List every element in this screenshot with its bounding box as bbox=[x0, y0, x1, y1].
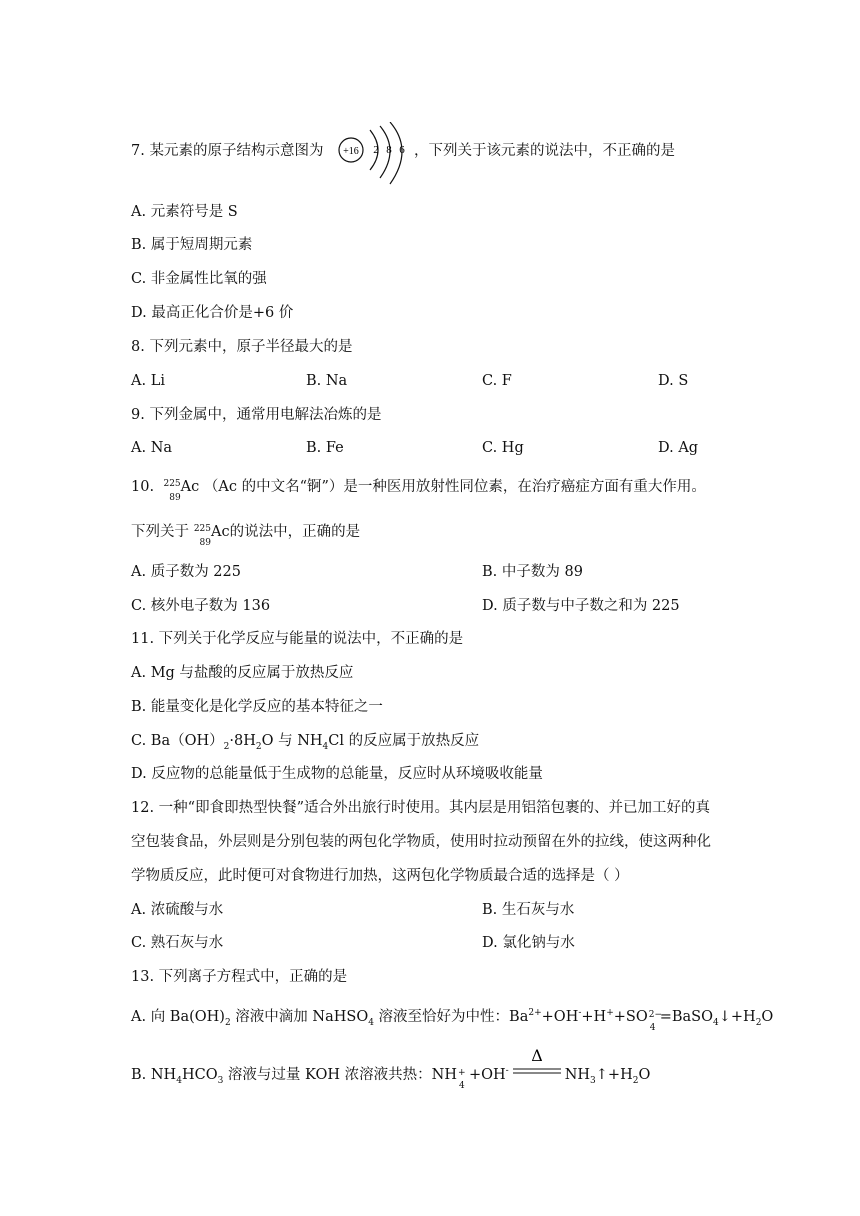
subscript: 2 bbox=[224, 1017, 231, 1028]
q11-optc-text: O 与 NH bbox=[261, 733, 323, 749]
q7-option-b: B. 属于短周期元素 bbox=[131, 237, 253, 253]
q13-opta-text: 溶液中滴加 NaHSO bbox=[230, 1009, 369, 1025]
q13-opta-text: A. 向 Ba(OH) bbox=[131, 1009, 225, 1025]
q13-option-b bbox=[131, 1047, 651, 1091]
q7-option-d: D. 最高正化合价是+6 价 bbox=[131, 305, 294, 321]
q13-opta-text: 溶液至恰好为中性：Ba bbox=[373, 1009, 529, 1025]
ammonium-charge-stack bbox=[457, 1065, 469, 1091]
q13-opta-text: +OH bbox=[541, 1009, 579, 1025]
q13-option-a bbox=[131, 1007, 774, 1033]
q13-opta-text: O bbox=[761, 1009, 774, 1025]
atom-structure-diagram bbox=[336, 122, 414, 186]
q10-option-b: B. 中子数为 89 bbox=[482, 564, 583, 580]
q12-stem-line1: 12. 一种“即食即热型快餐”适合外出旅行时使用。其内层是用铝箔包裹的、并已加工好的真 bbox=[131, 800, 710, 816]
atom-nucleus: +16 bbox=[343, 146, 359, 157]
superscript: - bbox=[505, 1066, 509, 1077]
ion-subscript: 4 bbox=[458, 1081, 465, 1091]
q12-option-b: B. 生石灰与水 bbox=[482, 902, 575, 918]
subscript: 3 bbox=[590, 1075, 596, 1086]
ion-subscript: 4 bbox=[649, 1023, 656, 1033]
q13-optb-text: HCO bbox=[181, 1067, 218, 1083]
isotope-atomic-number: 89 bbox=[199, 538, 211, 548]
q9-option-a: A. Na bbox=[131, 440, 173, 456]
isotope-symbol: Ac bbox=[211, 524, 230, 540]
atom-shell-3: 6 bbox=[399, 144, 405, 156]
q7-stem-after: ，下列关于该元素的说法中，不正确的是 bbox=[414, 143, 675, 159]
q9-option-d: D. Ag bbox=[658, 440, 699, 456]
q13-opta-text: =BaSO bbox=[659, 1009, 713, 1025]
atom-shell-1: 2 bbox=[373, 144, 379, 156]
q10-stem bbox=[131, 477, 706, 503]
q11-option-d: D. 反应物的总能量低于生成物的总能量，反应时从环境吸收能量 bbox=[131, 766, 543, 782]
q9-stem: 9. 下列金属中，通常用电解法冶炼的是 bbox=[131, 407, 382, 423]
superscript: + bbox=[606, 1008, 614, 1019]
ion-charge: + bbox=[457, 1068, 466, 1078]
q12-option-d: D. 氯化钠与水 bbox=[482, 935, 575, 951]
q10-option-a: A. 质子数为 225 bbox=[131, 564, 241, 580]
q8-option-a: A. Li bbox=[131, 373, 165, 389]
q13-optb-text: NH bbox=[564, 1067, 591, 1083]
q11-optc-text: Cl 的反应属于放热反应 bbox=[328, 733, 480, 749]
q13-optb-text: +OH bbox=[468, 1067, 506, 1083]
sulfate-charge-stack bbox=[648, 1007, 662, 1033]
subscript: 2 bbox=[755, 1017, 762, 1028]
q12-option-c: C. 熟石灰与水 bbox=[131, 935, 224, 951]
q11-option-a: A. Mg 与盐酸的反应属于放热反应 bbox=[131, 665, 354, 681]
q11-option-b: B. 能量变化是化学反应的基本特征之一 bbox=[131, 699, 383, 715]
subscript: 4 bbox=[176, 1075, 182, 1086]
q12-stem-line3: 学物质反应，此时便可对食物进行加热，这两包化学物质最合适的选择是（ ） bbox=[131, 868, 629, 884]
superscript: 2+ bbox=[528, 1008, 542, 1019]
q13-optb-text: O bbox=[638, 1067, 651, 1083]
q10-isotope-2 bbox=[189, 522, 211, 548]
subscript: 3 bbox=[217, 1075, 224, 1086]
subscript: 2 bbox=[255, 741, 262, 752]
q11-stem: 11. 下列关于化学反应与能量的说法中，不正确的是 bbox=[131, 631, 464, 647]
ion-charge: 2− bbox=[648, 1010, 662, 1020]
q10-stem-line2 bbox=[131, 522, 361, 548]
q10-line2-before: 下列关于 bbox=[131, 524, 189, 540]
q9-option-c: C. Hg bbox=[482, 440, 524, 456]
q9-option-b: B. Fe bbox=[306, 440, 344, 456]
q13-optb-text: 溶液与过量 KOH 浓溶液共热：NH bbox=[223, 1067, 457, 1083]
q8-option-b: B. Na bbox=[306, 373, 348, 389]
subscript: 4 bbox=[368, 1017, 374, 1028]
subscript: 4 bbox=[322, 741, 329, 752]
q13-optb-text: ↑+H bbox=[595, 1067, 633, 1083]
q7-option-c: C. 非金属性比氧的强 bbox=[131, 271, 267, 287]
q10-stem-rest: （Ac 的中文名“锕”）是一种医用放射性同位素，在治疗癌症方面有重大作用。 bbox=[203, 479, 706, 495]
superscript: - bbox=[578, 1008, 582, 1019]
q11-optc-text: C. Ba（OH） bbox=[131, 733, 224, 749]
q7-stem-before: 7. 某元素的原子结构示意图为 bbox=[131, 143, 324, 159]
q8-option-c: C. F bbox=[482, 373, 512, 389]
delta-symbol: Δ bbox=[530, 1047, 543, 1065]
q13-optb-text: B. NH bbox=[131, 1067, 177, 1083]
q10-option-d: D. 质子数与中子数之和为 225 bbox=[482, 598, 680, 614]
q11-optc-text: ·8H bbox=[229, 733, 256, 749]
subscript: 4 bbox=[713, 1017, 719, 1028]
isotope-mass: 225 bbox=[193, 524, 211, 534]
q8-stem: 8. 下列元素中，原子半径最大的是 bbox=[131, 339, 353, 355]
subscript: 2 bbox=[632, 1075, 639, 1086]
q7-option-a: A. 元素符号是 S bbox=[131, 204, 238, 220]
q12-stem-line2: 空包装食品，外层则是分别包装的两包化学物质，使用时拉动预留在外的拉线，使这两种化 bbox=[131, 834, 711, 850]
q11-option-c bbox=[131, 731, 479, 751]
q13-stem: 13. 下列离子方程式中，正确的是 bbox=[131, 969, 348, 985]
isotope-symbol: Ac bbox=[180, 479, 200, 495]
q10-line2-after: 的说法中，正确的是 bbox=[229, 524, 361, 540]
q7-stem bbox=[131, 141, 323, 161]
heating-equals-sign bbox=[509, 1047, 565, 1085]
q10-option-c: C. 核外电子数为 136 bbox=[131, 598, 271, 614]
q13-opta-text: +SO bbox=[613, 1009, 648, 1025]
q10-isotope bbox=[159, 477, 181, 503]
subscript: 2 bbox=[223, 741, 230, 752]
q13-opta-text: +H bbox=[581, 1009, 607, 1025]
q12-option-a: A. 浓硫酸与水 bbox=[131, 902, 224, 918]
isotope-atomic-number: 89 bbox=[169, 493, 181, 503]
q13-opta-text: ↓+H bbox=[718, 1009, 756, 1025]
q8-option-d: D. S bbox=[658, 373, 689, 389]
q10-number: 10. bbox=[131, 479, 155, 495]
isotope-mass: 225 bbox=[163, 479, 181, 489]
atom-shell-2: 8 bbox=[386, 144, 392, 156]
